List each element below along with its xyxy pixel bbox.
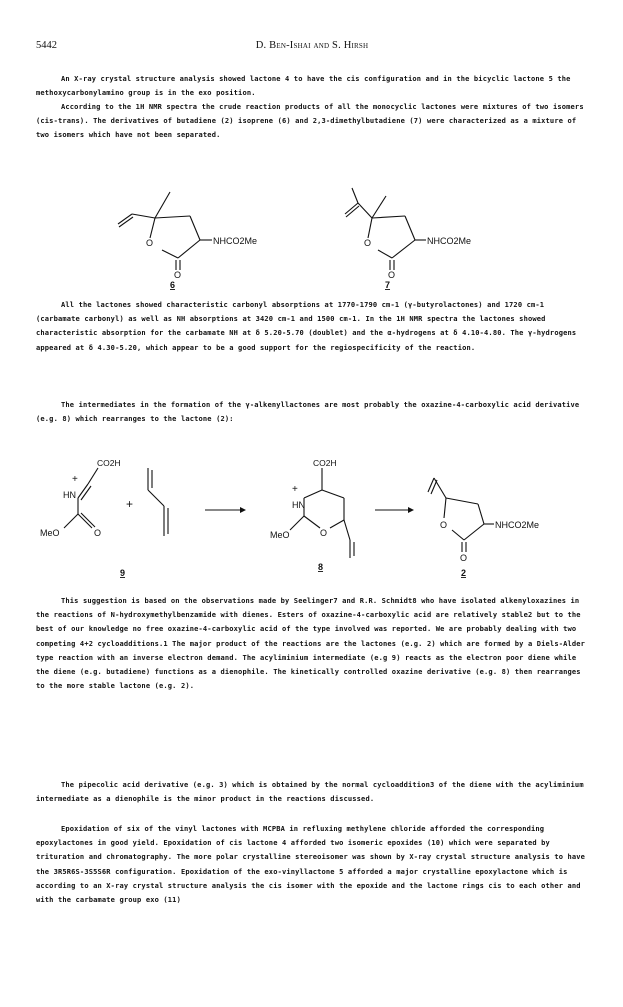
compound-9-label: 9 bbox=[120, 568, 126, 578]
compound-9-carbonyl-oxygen: O bbox=[94, 528, 102, 538]
structure-butadiene bbox=[148, 468, 168, 536]
paragraph-nmr-isomers: According to the 1H NMR spectra the crude reaction products of all the monocyclic lactones were mixtures of two isomers (cis-trans). The derivatives of butadiene (2) isoprene (6) and 2,3-dimethylbutadiene (7) were characterized as a mixture of two isomers which have not been separated. bbox=[36, 102, 584, 140]
compound-8-label: 8 bbox=[318, 562, 324, 572]
paragraph-xray-lactone: An X-ray crystal structure analysis showed lactone 4 to have the cis configuration and in the bicyclic lactone 5 the methoxycarbonylamino group is in the exo position. bbox=[36, 74, 571, 98]
figure-lactones-6-7 bbox=[0, 178, 623, 288]
reaction-arrow-2-head bbox=[408, 507, 414, 513]
compound-8-nh: HN bbox=[292, 500, 305, 510]
page-number: 5442 bbox=[36, 40, 57, 51]
compound-8-ring-oxygen: O bbox=[320, 528, 328, 538]
compound-6-label: 6 bbox=[170, 280, 176, 290]
paragraph-intermediates: The intermediates in the formation of the γ-alkenyllactones are most probably the oxazine-4-carboxylic acid derivative (e.g. 8) which rearranges to the lactone (2): bbox=[36, 400, 580, 424]
structure-compound-7 bbox=[345, 188, 471, 290]
paragraph-ir-nmr-data: All the lactones showed characteristic carbonyl absorptions at 1770-1790 cm-1 (γ-butyrolactones) and 1720 cm-1 (carbamate carbonyl) as well as NH absorptions at 3420 cm-1 and 1500 cm-1. In the 1H NMR spectra the lactones showed characteristic absorption for the carbamate NH at δ 5.20-5.70 (doublet) and the α-hydrogens at δ 4.10-4.80. The γ-hydrogens appeared at δ 4.30-5.20, which appear to be a good support for the regiospecificity of the reaction. bbox=[36, 300, 577, 352]
page-header bbox=[36, 40, 588, 54]
compound-2-substituent: NHCO2Me bbox=[495, 520, 540, 530]
running-head-authors: D. Ben-Ishai and S. Hirsh bbox=[255, 40, 369, 51]
compound-2-ring-oxygen: O bbox=[440, 520, 448, 530]
compound-6-ring-oxygen: O bbox=[146, 238, 154, 248]
compound-7-carbonyl-oxygen: O bbox=[388, 270, 396, 280]
reaction-arrow-1-head bbox=[240, 507, 246, 513]
compound-9-plus: + bbox=[72, 474, 78, 485]
structure-compound-6 bbox=[118, 192, 257, 290]
paragraph-epoxidation: Epoxidation of six of the vinyl lactones with MCPBA in refluxing methylene chloride afforded the corresponding epoxylactones in good yield. Epoxidation of cis lactone 4 afforded two isomeric epoxides (10) which were separated by trituration and chromatography. The more polar crystalline stereoisomer was shown by X-ray crystal structure analysis to have the 3R5R6S-3S5S6R configuration. Epoxidation of the exo-vinyllactone 5 afforded a major crystalline epoxylactone which is according to an X-ray crystal structure analysis the cis isomer with the epoxide and the lactone rings cis to each other and with the carbamate group exo (11) bbox=[36, 824, 586, 905]
compound-9-ome: MeO bbox=[40, 528, 60, 538]
compound-8-plus: + bbox=[292, 484, 298, 495]
compound-7-ring-oxygen: O bbox=[364, 238, 372, 248]
compound-9-acid: CO2H bbox=[97, 458, 121, 468]
compound-8-acid: CO2H bbox=[313, 458, 337, 468]
structure-compound-2 bbox=[428, 478, 539, 578]
compound-6-substituent: NHCO2Me bbox=[213, 236, 258, 246]
figure-reaction-scheme bbox=[0, 448, 623, 583]
compound-6-carbonyl-oxygen: O bbox=[174, 270, 182, 280]
compound-2-carbonyl-oxygen: O bbox=[460, 553, 468, 563]
compound-8-ome: MeO bbox=[270, 530, 290, 540]
paragraph-suggestion: This suggestion is based on the observations made by Seelinger7 and R.R. Schmidt8 who have isolated alkenyloxazines in the reactions of N-hydroxymethylbenzamide with dienes. Esters of oxazine-4-carboxylic acid are relatively stable2 but to the best of our knowledge no free oxazine-4-carboxylic acid of the type involved was reported. We are probably dealing with two competing 4+2 cycloadditions.1 The major product of the reactions are the lactones (e.g. 2) which are formed by a Diels-Alder type reaction with an inverse electron demand. The acyliminium intermediate (e.g 9) reacts as the electron poor diene while the diene (e.g. butadiene) functions as a dienophile. The kinetically controlled oxazine derivative (e.g. 8) then rearranges to the more stable lactone (e.g. 2). bbox=[36, 596, 586, 691]
compound-2-label: 2 bbox=[461, 568, 467, 578]
paragraph-pipecolic-acid: The pipecolic acid derivative (e.g. 3) which is obtained by the normal cycloaddition3 of the diene with the acyliminium intermediate as a dienophile is the minor product in the reactions discussed. bbox=[36, 780, 584, 804]
compound-7-substituent: NHCO2Me bbox=[427, 236, 472, 246]
compound-9-nh: HN bbox=[63, 490, 76, 500]
structure-compound-9 bbox=[40, 458, 125, 578]
reaction-plus-sign: + bbox=[126, 497, 134, 511]
structure-compound-8 bbox=[270, 458, 354, 572]
compound-7-label: 7 bbox=[385, 280, 391, 290]
